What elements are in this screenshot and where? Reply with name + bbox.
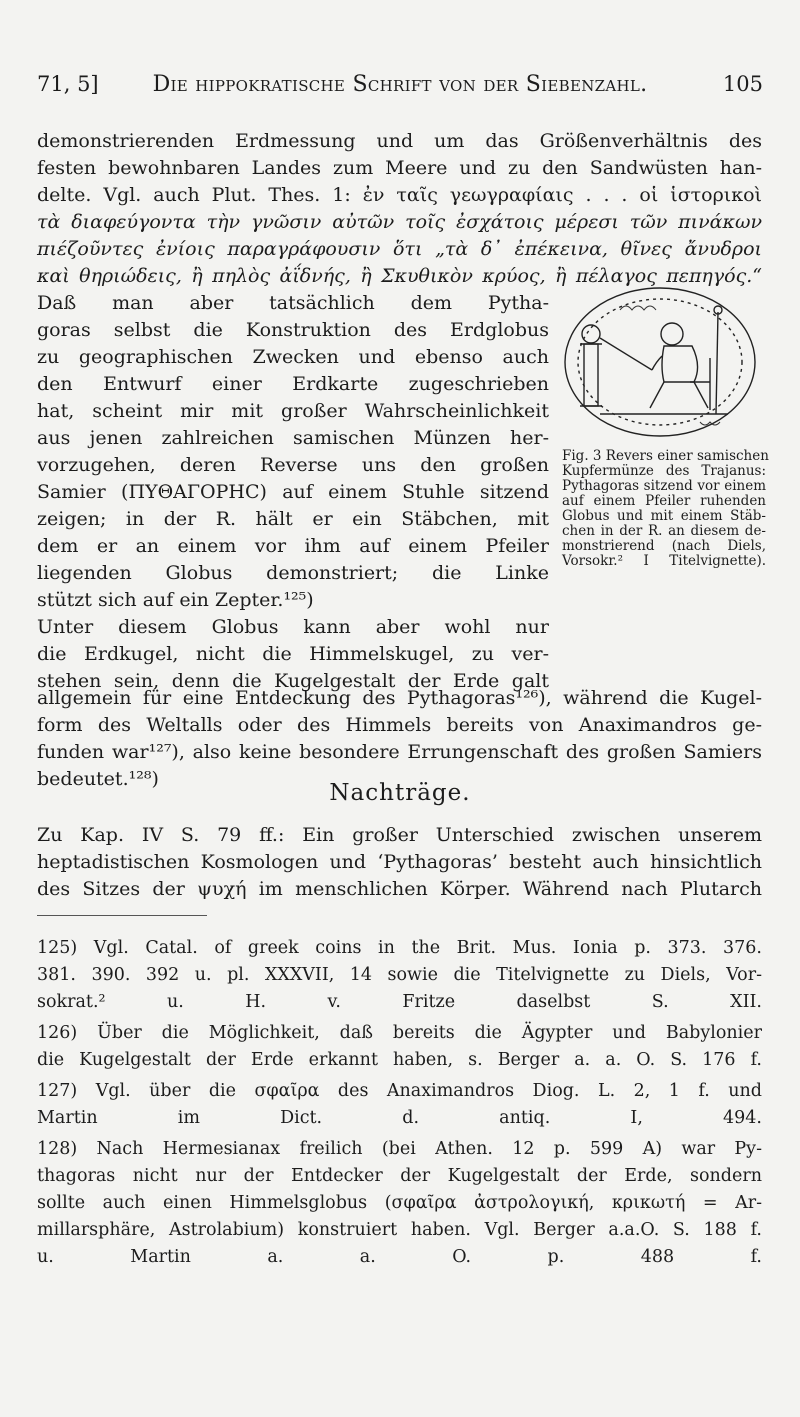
caption-line: chen in der R. an diesem de- <box>562 523 766 539</box>
text-line: heptadistischen Kosmologen und ‘Pythagoras’ besteht auch hinsichtlich <box>37 851 762 873</box>
footnote-line: thagoras nicht nur der Entdecker der Kugelgestalt der Erde, sondern <box>37 1166 762 1186</box>
running-title: Die hippokratische Schrift von der Siebenzahl. <box>152 72 648 97</box>
text-line: funden war¹²⁷), also keine besondere Errungenschaft des großen Samiers <box>37 741 762 763</box>
caption-line: monstrierend (nach Diels, <box>562 538 766 554</box>
text-line: dem er an einem vor ihm auf einem Pfeiler <box>37 535 549 557</box>
section-ref: 71, 5] <box>37 72 99 96</box>
section-heading: Nachträge. <box>329 780 471 806</box>
text-line: Zu Kap. IV S. 79 ff.: Ein großer Unterschied zwischen unserem <box>37 824 762 846</box>
text-line: bedeutet.¹²⁸) <box>37 768 159 790</box>
caption-line: Vorsokr.² I Titelvignette). <box>562 553 766 569</box>
footnote-line: Martin im Dict. d. antiq. I, 494. <box>37 1108 762 1128</box>
text-line: zeigen; in der R. hält er ein Stäbchen, mit <box>37 508 549 530</box>
text-line: form des Weltalls oder des Himmels bereits von Anaximandros ge- <box>37 714 762 736</box>
footnote-rule <box>37 915 207 916</box>
text-line-greek: τὰ διαφεύγοντα τὴν γνῶσιν αὐτῶν τοῖς ἐσχάτοις μέρεσι τῶν πινάκων <box>37 211 762 233</box>
caption-line: Fig. 3 Revers einer samischen <box>562 448 769 464</box>
text-line: Samier (ΠΥΘΑΓΟΡΗC) auf einem Stuhle sitzend <box>37 481 549 503</box>
footnote-line: 381. 390. 392 u. pl. XXXVII, 14 sowie die Titelvignette zu Diels, Vor- <box>37 965 762 985</box>
caption-line: auf einem Pfeiler ruhenden <box>562 493 766 509</box>
text-line: vorzugehen, deren Reverse uns den großen <box>37 454 549 476</box>
text-line: den Entwurf einer Erdkarte zugeschrieben <box>37 373 549 395</box>
caption-line: Kupfermünze des Trajanus: <box>562 463 766 479</box>
caption-line: Globus und mit einem Stäb- <box>562 508 766 524</box>
footnote-line: 127) Vgl. über die σφαῖρα des Anaximandros Diog. L. 2, 1 f. und <box>37 1081 762 1101</box>
text-line: aus jenen zahlreichen samischen Münzen her- <box>37 427 549 449</box>
text-line: festen bewohnbaren Landes zum Meere und zu den Sandwüsten han- <box>37 157 762 179</box>
page-number: 105 <box>722 72 763 96</box>
text-line: stehen sein, denn die Kugelgestalt der Erde galt <box>37 670 549 692</box>
caption-line: Pythagoras sitzend vor einem <box>562 478 766 494</box>
text-line: zu geographischen Zwecken und ebenso auch <box>37 346 549 368</box>
text-line: demonstrierenden Erdmessung und um das Größenverhältnis des <box>37 130 762 152</box>
footnote-line: die Kugelgestalt der Erde erkannt haben, s. Berger a. a. O. S. 176 f. <box>37 1050 762 1070</box>
footnote-line: sokrat.² u. H. v. Fritze daselbst S. XII. <box>37 992 762 1012</box>
text-line-greek: καὶ θηριώδεις, ἢ πηλὸς ἀΐδνής, ἢ Σκυθικὸν κρύος, ἢ πέλαγος πεπηγός.“ <box>37 265 762 287</box>
text-line: delte. Vgl. auch Plut. Thes. 1: ἐν ταῖς γεωγραφίαις . . . οἱ ἱστορικοὶ <box>37 184 762 206</box>
footnote-line: 126) Über die Möglichkeit, daß bereits die Ägypter und Babylonier <box>37 1023 762 1043</box>
text-line: goras selbst die Konstruktion des Erdglobus <box>37 319 549 341</box>
text-line: Daß man aber tatsächlich dem Pytha- <box>37 292 549 314</box>
running-head <box>37 72 763 102</box>
text-line: stützt sich auf ein Zepter.¹²⁵) <box>37 589 314 611</box>
footnote-line: sollte auch einen Himmelsglobus (σφαῖρα ἀστρολογική, κρικωτή = Ar- <box>37 1193 762 1213</box>
footnote-line: u. Martin a. a. O. p. 488 f. <box>37 1247 762 1267</box>
text-line: liegenden Globus demonstriert; die Linke <box>37 562 549 584</box>
text-line: hat, scheint mir mit großer Wahrscheinlichkeit <box>37 400 549 422</box>
footnote-line: 128) Nach Hermesianax freilich (bei Athen. 12 p. 599 A) war Py- <box>37 1139 762 1159</box>
footnote-line: millarsphäre, Astrolabium) konstruiert haben. Vgl. Berger a.a.O. S. 188 f. <box>37 1220 762 1240</box>
coin-figure <box>560 282 760 442</box>
text-line: die Erdkugel, nicht die Himmelskugel, zu ver- <box>37 643 549 665</box>
footnote-line: 125) Vgl. Catal. of greek coins in the Brit. Mus. Ionia p. 373. 376. <box>37 938 762 958</box>
text-line-greek: πιέζοῦντες ἐνίοις παραγράφουσιν ὅτι „τὰ δ᾿ ἐπέκεινα, θῖνες ἄνυδροι <box>37 238 762 260</box>
text-line: allgemein für eine Entdeckung des Pythagoras¹²⁶), während die Kugel- <box>37 687 762 709</box>
text-line: Unter diesem Globus kann aber wohl nur <box>37 616 549 638</box>
text-line: des Sitzes der ψυχή im menschlichen Körper. Während nach Plutarch <box>37 878 762 900</box>
